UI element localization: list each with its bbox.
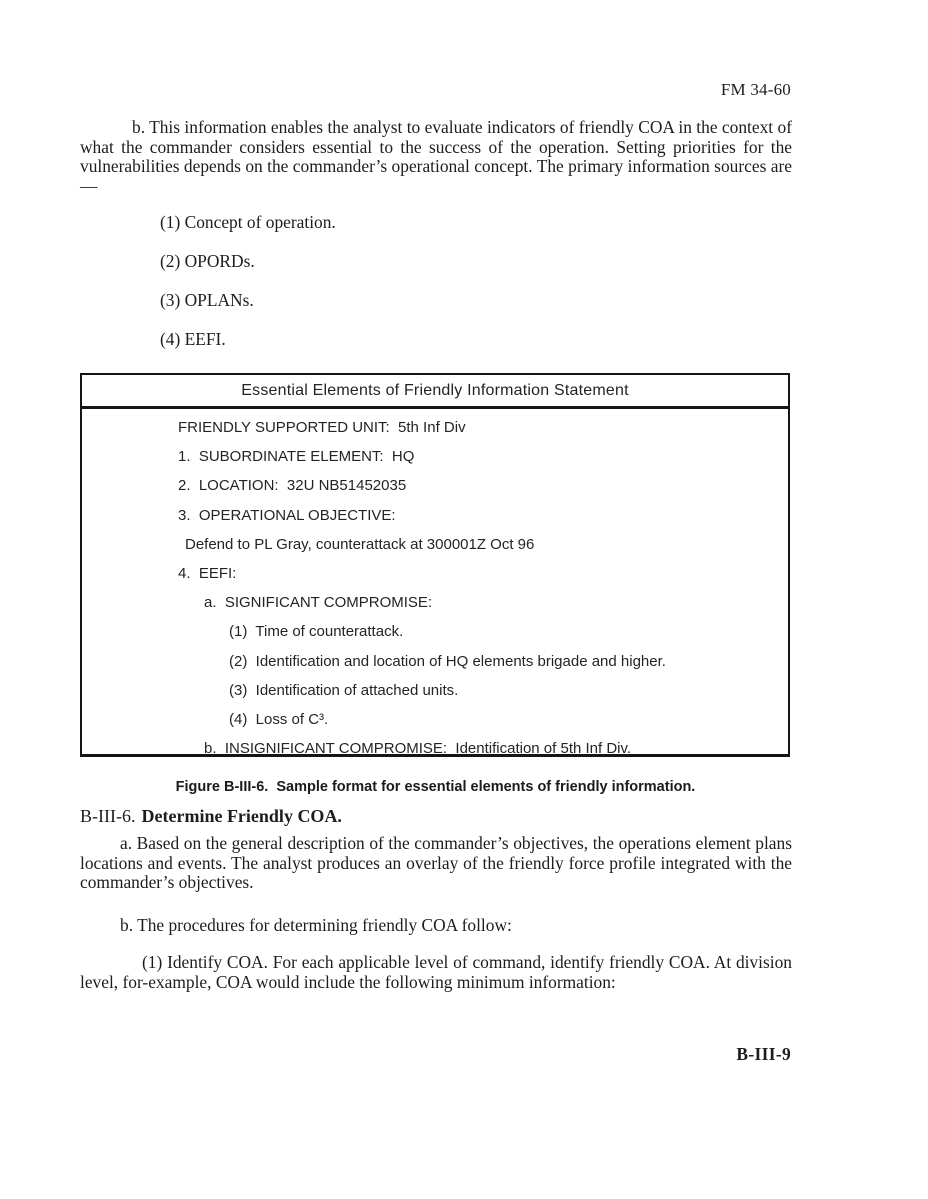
figure-row: 2. LOCATION: 32U NB51452035: [178, 477, 407, 495]
paragraph-b-intro: b. This information enables the analyst to evaluate indicators of friendly COA in the context of what the commander considers essential to the success of the operation. Setting priorities for the vulnerabilities depends on the commander’s operational concept. The primary information sources are—: [80, 117, 792, 196]
section-number: B-III-6.: [80, 806, 136, 826]
figure-row: (1) Time of counterattack.: [229, 623, 404, 641]
figure-row: 4. EEFI:: [178, 564, 237, 582]
paragraph-identify-coa: (1) Identify COA. For each applicable level of command, identify friendly COA. At division level, for-example, COA would include the following minimum information:: [80, 952, 792, 992]
page-number: B-III-9: [736, 1044, 791, 1064]
figure-caption: Figure B-III-6. Sample format for essential elements of friendly information.: [175, 779, 696, 795]
figure-row: (4) Loss of C³.: [229, 710, 329, 728]
figure-row: 1. SUBORDINATE ELEMENT: HQ: [178, 448, 415, 466]
page-header-manual-number: FM 34-60: [720, 80, 791, 99]
eefi-statement-figure-box: [80, 373, 790, 757]
figure-row: (2) Identification and location of HQ elements brigade and higher.: [229, 652, 666, 670]
section-title: Determine Friendly COA.: [141, 806, 342, 826]
paragraph-a: a. Based on the general description of the commander’s objectives, the operations element plans locations and events. The analyst produces an overlay of the friendly force profile integrated with the commander’s objectives.: [80, 833, 792, 893]
figure-row: Defend to PL Gray, counterattack at 300001Z Oct 96: [185, 535, 535, 553]
list-item: (4) EEFI.: [160, 329, 226, 349]
section-heading: [80, 806, 342, 827]
figure-row: b. INSIGNIFICANT COMPROMISE: Identification of 5th Inf Div.: [204, 740, 632, 758]
figure-row: a. SIGNIFICANT COMPROMISE:: [204, 594, 433, 612]
figure-box-title: Essential Elements of Friendly Information Statement: [82, 375, 788, 409]
figure-row: FRIENDLY SUPPORTED UNIT: 5th Inf Div: [178, 419, 466, 436]
list-item: (1) Concept of operation.: [160, 212, 336, 232]
figure-box-body: [82, 409, 788, 757]
list-item: (3) OPLANs.: [160, 290, 254, 310]
figure-row: (3) Identification of attached units.: [229, 681, 459, 699]
list-item: (2) OPORDs.: [160, 251, 255, 271]
figure-row: 3. OPERATIONAL OBJECTIVE:: [178, 506, 396, 524]
paragraph-b-procedures: b. The procedures for determining friendly COA follow:: [120, 915, 512, 935]
information-sources-list: [160, 212, 336, 368]
